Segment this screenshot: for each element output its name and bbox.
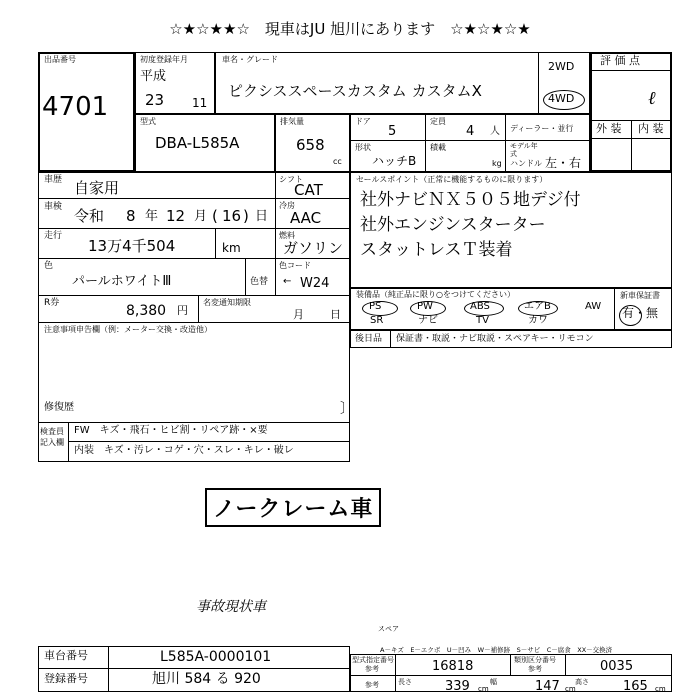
mileage-value: 13万4千504 <box>88 237 176 255</box>
recycle-unit: 円 <box>177 304 188 317</box>
equip-ps-label: PS <box>369 301 382 312</box>
dims-width: 147 <box>535 679 560 694</box>
inspection-year: 8 <box>126 207 136 225</box>
inspection-day: 16 <box>222 207 242 225</box>
sales-points-label: セールスポイント（正常に機能するものに限ります） <box>356 175 548 184</box>
load-unit: kg <box>492 159 502 168</box>
dims-height-unit: cm <box>655 685 666 693</box>
check-row2: 内装 キズ・汚レ・コゲ・穴・スレ・キレ・破レ <box>74 445 294 456</box>
dims-label: 参考 <box>365 681 379 689</box>
dims-length-unit: cm <box>478 685 489 693</box>
sales-line-2: 社外エンジンスターター <box>360 215 546 235</box>
model-value: DBA-L585A <box>155 134 240 152</box>
dims-length-label: 長さ <box>398 678 412 686</box>
equip-aw-label: AW <box>585 301 602 312</box>
car-name-label: 車名・グレード <box>222 55 278 64</box>
equip-leather-label: カワ <box>528 315 548 326</box>
aircon-value: AAC <box>290 209 322 227</box>
chassis-value: L585A-0000101 <box>160 649 272 665</box>
legend: A－キズ E－エクボ U－凹み W－補修跡 S－サビ C－腐食 XX－交換済 <box>380 646 613 654</box>
body-shape-label: 形状 <box>355 143 371 152</box>
mileage-label: 走行 <box>44 231 63 241</box>
spare-label: スペア <box>378 625 399 633</box>
dims-width-unit: cm <box>565 685 576 693</box>
class-no-sub: 参考 <box>528 665 542 673</box>
model-label: 型式 <box>140 117 156 126</box>
dealer-label: ディーラー・並行 <box>510 124 574 133</box>
handle-label: ハンドル <box>510 159 542 168</box>
inspection-label: 車検 <box>44 202 63 212</box>
displacement-value: 658 <box>296 136 325 154</box>
car-name-value: ピクシススペースカスタム カスタムX <box>228 82 482 100</box>
handwritten-note: 事故現状車 <box>196 599 266 615</box>
spec-no-label: 型式指定番号 <box>352 656 394 664</box>
inspection-month: 12 <box>166 207 186 225</box>
drive-4wd: 4WD <box>548 92 575 105</box>
first-reg-label: 初度登録年月 <box>140 55 188 64</box>
body-shape-value: ハッチB <box>372 154 417 168</box>
rating-score-mark: ℓ <box>648 88 656 109</box>
handle-value: 左・右 <box>545 156 582 170</box>
inspection-day-unit: 日 <box>255 209 269 224</box>
spec-no-value: 16818 <box>432 659 474 674</box>
sales-line-3: スタットレスＴ装着 <box>360 240 513 260</box>
fuel-value: ガソリン <box>283 239 344 257</box>
dims-height-label: 高さ <box>575 678 589 686</box>
first-reg-year: 23 <box>145 91 165 109</box>
shift-value: CAT <box>294 181 323 199</box>
equip-airbag-label: エアB <box>524 301 551 312</box>
name-change-month: 月 <box>293 308 304 321</box>
new-warranty-circle <box>619 305 642 326</box>
displacement-label: 排気量 <box>280 117 304 126</box>
sales-line-1: 社外ナビＮＸ５０５地デジ付 <box>360 190 581 210</box>
color-change: 色替 <box>250 277 269 287</box>
class-no-label: 類別区分番号 <box>514 656 556 664</box>
capacity-value: 4 <box>466 124 475 139</box>
dims-height: 165 <box>623 679 648 694</box>
class-no-value: 0035 <box>600 659 634 674</box>
inspection-month-unit: 月 <box>194 209 208 224</box>
lot-label: 出品番号 <box>44 55 76 64</box>
drive-2wd: 2WD <box>548 60 575 73</box>
rating-interior: 内 装 <box>638 122 664 135</box>
new-warranty-label: 新車保証書 <box>620 291 660 300</box>
extras-value: 保証書・取説・ナビ取説・スペアキー・リモコン <box>396 334 594 344</box>
color-value: パールホワイトⅢ <box>72 274 172 289</box>
inspection-year-unit: 年 <box>145 209 159 224</box>
notes-label: 注意事項申告欄（例：メーター交換・改造他） <box>44 325 212 334</box>
equip-abs-label: ABS <box>470 301 490 312</box>
rating-exterior: 外 装 <box>596 122 622 135</box>
color-code-label: 色コード <box>279 261 311 270</box>
no-claim-stamp: ノークレーム車 <box>205 488 381 527</box>
capacity-label: 定員 <box>430 117 446 126</box>
extras-label: 後日品 <box>355 334 383 344</box>
repair-bracket-close: 〕 <box>340 401 354 417</box>
inspection-day-open: ( <box>212 207 218 225</box>
check-row1: FW キズ・飛石・ヒビ割・リペア跡・×要 <box>74 425 268 436</box>
aircon-label: 冷房 <box>279 201 295 210</box>
name-change-label: 名変通知期限 <box>203 298 251 307</box>
registration-value: 旭川 584 る 920 <box>152 671 261 687</box>
dims-length: 339 <box>445 679 470 694</box>
spec-no-sub: 参考 <box>365 665 379 673</box>
equipment-label: 装備品（純正品に限り○をつけてください） <box>356 290 515 299</box>
history-value: 自家用 <box>74 179 120 197</box>
dims-width-label: 幅 <box>490 678 497 686</box>
model-year-label: モデル年式 <box>510 142 538 158</box>
recycle-label: R券 <box>44 298 60 308</box>
displacement-unit: cc <box>333 157 342 166</box>
first-reg-era: 平成 <box>140 69 167 84</box>
equip-pw-label: PW <box>417 301 433 312</box>
first-reg-month: 11 <box>192 96 208 110</box>
inspection-era: 令和 <box>74 207 105 225</box>
history-label: 車歴 <box>44 175 63 185</box>
load-label: 積載 <box>430 143 446 152</box>
name-change-day: 日 <box>330 308 341 321</box>
equip-navi-label: ナビ <box>418 315 438 326</box>
new-warranty-value: 有・無 <box>622 306 659 320</box>
equip-sr-label: SR <box>370 315 384 326</box>
fuel-label: 燃料 <box>279 231 295 240</box>
color-code-value: W24 <box>300 276 330 291</box>
mileage-unit: km <box>222 241 241 255</box>
doors-value: 5 <box>388 124 397 139</box>
doors-label: ドア <box>355 117 371 126</box>
check-label: 検査員記入欄 <box>40 427 64 447</box>
chassis-label: 車台番号 <box>44 649 88 662</box>
equip-tv-label: TV <box>476 315 489 326</box>
color-label: 色 <box>44 261 54 271</box>
registration-label: 登録番号 <box>44 672 88 685</box>
recycle-value: 8,380 <box>126 303 167 319</box>
inspection-day-close: ) <box>243 207 249 225</box>
color-code-arrow: ← <box>283 276 292 287</box>
banner: ☆★☆★★☆ 現車はJU 旭川にあります ☆★☆★☆★ <box>169 20 531 38</box>
shift-label: シフト <box>279 175 303 184</box>
capacity-unit: 人 <box>490 126 500 137</box>
repair-label: 修復歴 <box>44 402 74 413</box>
rating-label: 評 価 点 <box>600 54 640 67</box>
lot-number: 4701 <box>42 92 109 122</box>
